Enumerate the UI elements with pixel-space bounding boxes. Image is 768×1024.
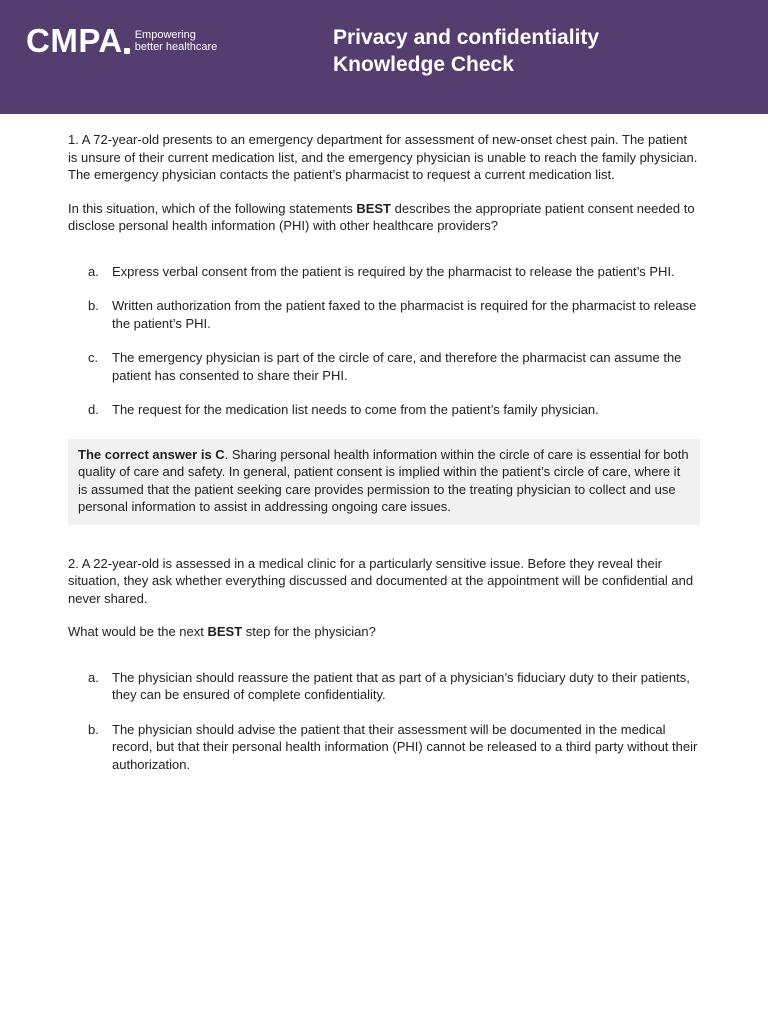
q2-prompt-bold: BEST bbox=[207, 624, 243, 639]
q1-option-b bbox=[88, 297, 700, 332]
logo-tagline bbox=[135, 29, 218, 53]
option-letter: a. bbox=[88, 263, 99, 279]
question-1-prompt bbox=[68, 200, 700, 235]
title-line1: Privacy and confidentiality bbox=[333, 26, 600, 49]
q1-option-d bbox=[88, 401, 700, 419]
q2-prompt-before: What would be the next bbox=[68, 624, 208, 639]
page-header bbox=[0, 0, 768, 114]
option-text: The physician should advise the patient that their assessment will be documented in the medical record, but that their personal health information (PHI) cannot be released to a third party without their authorization. bbox=[112, 721, 698, 772]
document-body bbox=[68, 131, 700, 790]
cmpa-logo bbox=[26, 22, 217, 60]
q2-option-a bbox=[88, 669, 700, 704]
question-2-stem: 2. A 22-year-old is assessed in a medical clinic for a particularly sensitive issue. Before they reveal their situation, they ask whether everything discussed and documented at the appointment will be confidential and never shared. bbox=[68, 555, 694, 606]
logo-dot bbox=[124, 48, 130, 54]
title-line2: Knowledge Check bbox=[333, 53, 514, 76]
q2-prompt-after: step for the physician? bbox=[242, 624, 376, 639]
question-2 bbox=[68, 555, 700, 774]
answer-explanation: . Sharing personal health information within the circle of care is essential for both quality of care and safety. In general, patient consent is implied within the patient’s circle of care, where it is assumed that the patient seeking care provides permission to the treating physician to collect and use personal information to assist in addressing ongoing care issues. bbox=[78, 446, 689, 514]
question-2-options bbox=[68, 669, 700, 774]
option-letter: d. bbox=[88, 402, 99, 417]
option-text: The emergency physician is part of the circle of care, and therefore the pharmacist can assume the patient has consented to share their PHI. bbox=[112, 350, 682, 383]
option-text: The request for the medication list needs to come from the patient’s family physician. bbox=[112, 402, 599, 417]
q2-option-b bbox=[88, 721, 700, 774]
question-1-options bbox=[68, 263, 700, 419]
option-text: Written authorization from the patient faxed to the pharmacist is required for the pharmacist to release the patient’s PHI. bbox=[112, 298, 697, 331]
option-text: Express verbal consent from the patient is required by the pharmacist to release the patient’s PHI. bbox=[112, 263, 675, 279]
option-letter: c. bbox=[88, 350, 99, 365]
q1-option-a bbox=[88, 263, 700, 281]
page-title bbox=[333, 24, 599, 78]
option-text: The physician should reassure the patient that as part of a physician’s fiduciary duty to their patients, they can be ensured of complete confidentiality. bbox=[112, 669, 690, 702]
answer-label: The correct answer is C bbox=[78, 446, 225, 462]
tagline-line1: Empowering bbox=[134, 29, 196, 41]
q1-prompt-before: In this situation, which of the following statements bbox=[68, 200, 357, 216]
logo-wordmark: CMPA bbox=[26, 22, 123, 59]
tagline-line2: better healthcare bbox=[134, 41, 218, 53]
option-letter: a. bbox=[88, 669, 99, 685]
q1-prompt-after: describes the appropriate patient consent needed to disclose personal health information (PHI) with other healthcare providers? bbox=[68, 200, 695, 233]
question-2-prompt bbox=[68, 623, 700, 641]
option-letter: b. bbox=[88, 721, 99, 737]
q1-option-c bbox=[88, 349, 700, 384]
question-1 bbox=[68, 131, 700, 525]
question-1-stem: 1. A 72-year-old presents to an emergency department for assessment of new-onset chest pain. The patient is unsure of their current medication list, and the emergency physician is unable to reach the family physician. The emergency physician contacts the patient’s pharmacist to request a current medication list. bbox=[68, 132, 698, 182]
q1-prompt-bold: BEST bbox=[356, 200, 391, 216]
q1-answer-box bbox=[68, 439, 700, 525]
option-letter: b. bbox=[88, 298, 99, 313]
